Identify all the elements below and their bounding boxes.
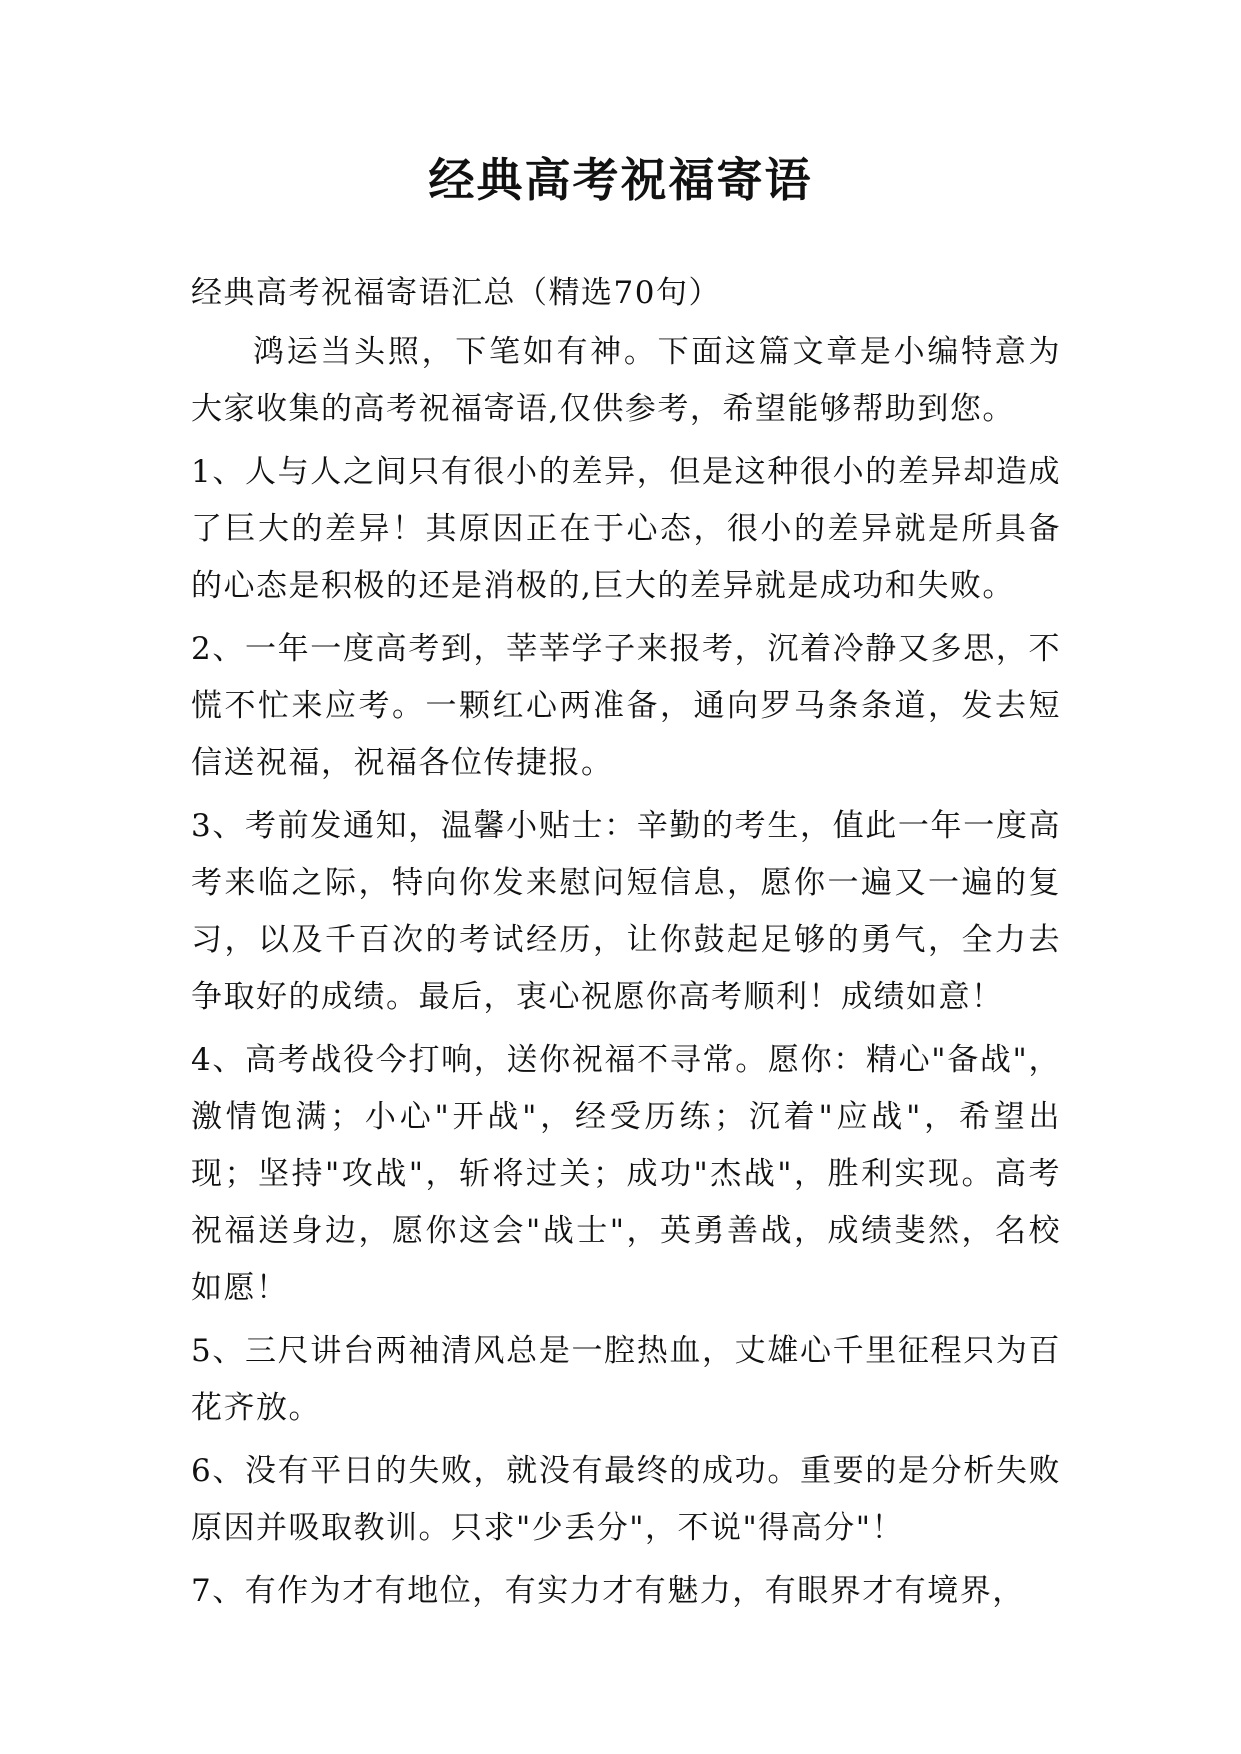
list-item: 6、没有平日的失败，就没有最终的成功。重要的是分析失败原因并吸取教训。只求"少丢分"，不说"得高分"！ [191,1453,1061,1546]
document-title: 经典高考祝福寄语 [428,153,813,207]
list-item: 4、高考战役今打响，送你祝福不寻常。愿你：精心"备战"，激情饱满；小心"开战"，经受历练；沉着"应战"，希望出现；坚持"攻战"，斩将过关；成功"杰战"，胜利实现。高考祝福送身边，愿你这会"战士"，英勇善战，成绩斐然，名校如愿！ [191,1042,1061,1306]
list-item: 3、考前发通知，温馨小贴士：辛勤的考生，值此一年一度高考来临之际，特向你发来慰问短信息，愿你一遍又一遍的复习，以及千百次的考试经历，让你鼓起足够的勇气，全力去争取好的成绩。最后，衷心祝愿你高考顺利！成绩如意！ [191,808,1061,1015]
list-item: 2、一年一度高考到，莘莘学子来报考，沉着冷静又多思，不慌不忙来应考。一颗红心两准备，通向罗马条条道，发去短信送祝福，祝福各位传捷报。 [191,631,1061,781]
document-body [191,265,1061,1626]
list-item: 1、人与人之间只有很小的差异，但是这种很小的差异却造成了巨大的差异！其原因正在于心态，很小的差异就是所具备的心态是积极的还是消极的,巨大的差异就是成功和失败。 [191,454,1061,604]
intro-paragraph: 鸿运当头照，下笔如有神。下面这篇文章是小编特意为大家收集的高考祝福寄语,仅供参考，希望能够帮助到您。 [191,334,1061,427]
list-item: 7、有作为才有地位，有实力才有魅力，有眼界才有境界， [191,1573,1025,1609]
list-item: 5、三尺讲台两袖清风总是一腔热血，丈雄心千里征程只为百花齐放。 [191,1333,1061,1426]
document-subtitle: 经典高考祝福寄语汇总（精选70句） [191,275,721,311]
